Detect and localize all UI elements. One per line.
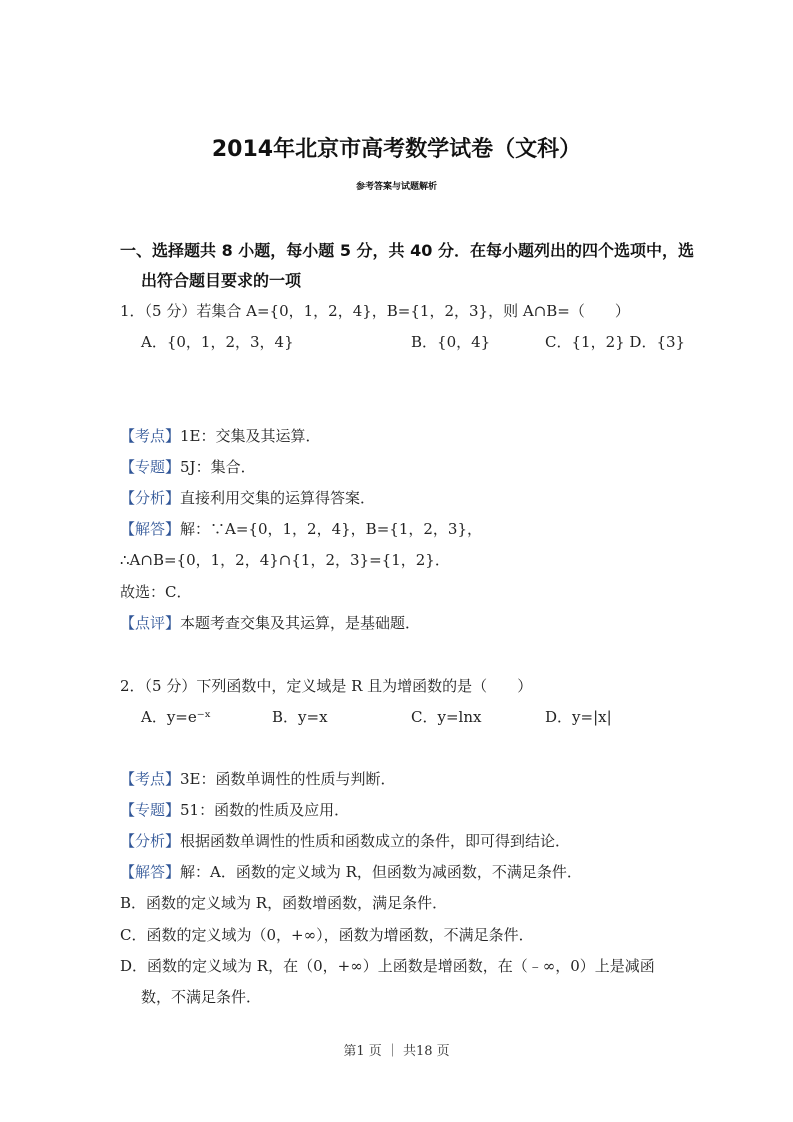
q2-jieda-d-line1: D．函数的定义域为 R，在（0，+∞）上函数是增函数，在（﹣∞，0）上是减函: [120, 957, 655, 975]
q2-jieda-c: C．函数的定义域为（0，+∞），函数为增函数，不满足条件．: [120, 926, 534, 944]
q2-jieda-d-line2: 数，不满足条件．: [141, 988, 262, 1006]
q2-jieda-b: B．函数的定义域为 R，函数增函数，满足条件．: [120, 894, 448, 912]
page-footer: 第1 页 ｜ 共18 页: [343, 1044, 450, 1059]
q1-stem: 1．（5 分）若集合 A={0，1，2，4}，B={1，2，3}，则 A∩B=（ ）: [120, 302, 630, 320]
q1-fenxi-tag: 【分析】: [120, 489, 181, 507]
q1-jieda-tag: 【解答】: [120, 520, 181, 538]
q1-zhuanti-text: 5J：集合．: [180, 458, 256, 476]
q2-jieda-tag: 【解答】: [120, 863, 181, 881]
q2-fenxi: [120, 830, 570, 851]
q2-kaodian-tag: 【考点】: [120, 770, 181, 788]
q1-kaodian: [120, 425, 321, 446]
q2-kaodian: [120, 768, 396, 789]
q1-option-b: B．{0，4}: [411, 333, 491, 351]
q1-zhuanti-tag: 【专题】: [120, 458, 181, 476]
q1-kaodian-tag: 【考点】: [120, 427, 181, 445]
q2-fenxi-tag: 【分析】: [120, 832, 181, 850]
q2-option-c: C．y=lnx: [411, 708, 482, 726]
section-heading-line1: 一、选择题共 8 小题，每小题 5 分，共 40 分．在每小题列出的四个选项中，选: [120, 241, 694, 260]
q2-fenxi-text: 根据函数单调性的性质和函数成立的条件，即可得到结论．: [180, 832, 571, 850]
q2-jieda-text: 解：A．函数的定义域为 R，但函数为减函数，不满足条件．: [180, 863, 582, 881]
q2-zhuanti-tag: 【专题】: [120, 801, 181, 819]
page-subtitle: 参考答案与试题解析: [355, 182, 437, 192]
q1-fenxi: [120, 487, 375, 508]
q1-fenxi-text: 直接利用交集的运算得答案．: [180, 489, 376, 507]
q1-zhuanti: [120, 456, 256, 477]
page-title: 2014年北京市高考数学试卷（文科）: [211, 137, 582, 162]
q2-stem: 2．（5 分）下列函数中，定义域是 R 且为增函数的是（ ）: [120, 677, 533, 695]
q1-jieda: [120, 518, 482, 539]
section-heading-line2: 出符合题目要求的一项: [141, 271, 302, 290]
q1-dianping-text: 本题考查交集及其运算，是基础题．: [180, 614, 421, 632]
q1-kaodian-text: 1E：交集及其运算．: [180, 427, 321, 445]
q1-jieda-line3: 故选：C．: [120, 583, 192, 601]
q1-option-a: A．{0，1，2，3，4}: [141, 333, 294, 351]
q1-dianping-tag: 【点评】: [120, 614, 181, 632]
q2-option-d: D．y=|x|: [545, 708, 612, 726]
q2-kaodian-text: 3E：函数单调性的性质与判断．: [180, 770, 396, 788]
q1-option-cd: C．{1，2} D．{3}: [545, 333, 686, 351]
q2-option-a: A．y=e⁻ˣ: [141, 708, 212, 726]
q1-jieda-line2: ∴A∩B={0，1，2，4}∩{1，2，3}={1，2}．: [120, 551, 450, 569]
q2-jieda: [120, 861, 582, 882]
q2-option-b: B．y=x: [272, 708, 328, 726]
q2-zhuanti-text: 51：函数的性质及应用．: [180, 801, 350, 819]
q1-jieda-text: 解：∵A={0，1，2，4}，B={1，2，3}，: [180, 520, 482, 538]
q1-dianping: [120, 612, 420, 633]
q2-zhuanti: [120, 799, 349, 820]
